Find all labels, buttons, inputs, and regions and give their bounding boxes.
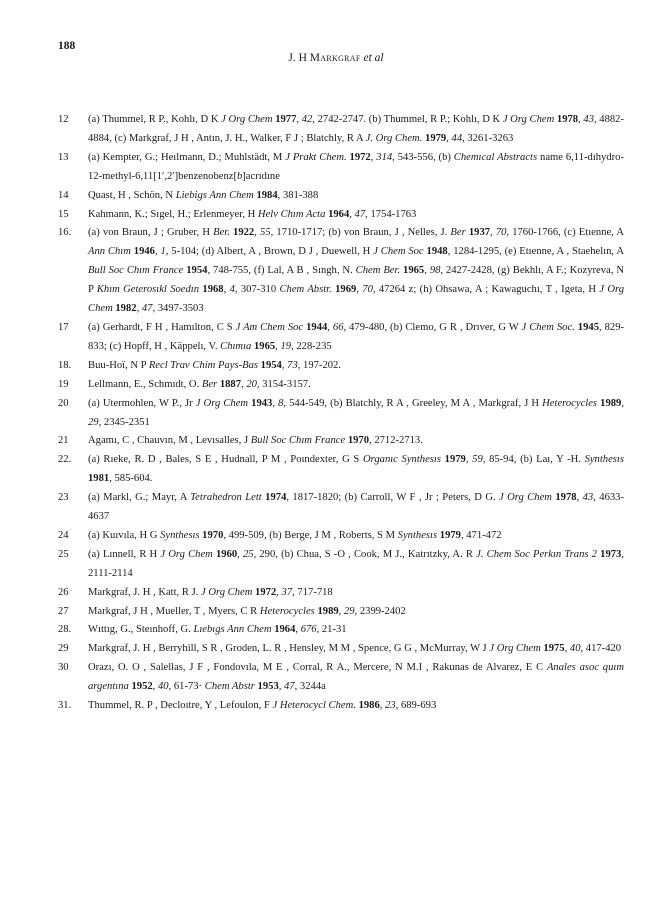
running-head-surname: Markgraf [309, 52, 361, 64]
reference-segment: , 307-310 [234, 284, 280, 296]
reference-year: 1984 [256, 189, 278, 201]
reference-year: 1978 [556, 114, 579, 125]
reference-journal: 676 [300, 624, 317, 636]
reference-text [88, 187, 624, 206]
reference-segment: Kahmann, K.; Sıgel, H.; Erlenmeyer, H [88, 208, 258, 220]
reference-segment: , 748-755, (f) Lal, A B , Sıngh, N. [207, 265, 356, 277]
reference-year: 1946 [133, 246, 155, 258]
reference-segment: , [338, 605, 344, 617]
reference-journal: 70 [362, 284, 373, 296]
reference-year: 1986 [358, 700, 380, 712]
reference-segment: , 2712-2713. [369, 435, 423, 447]
reference-journal: 29 [343, 605, 355, 617]
reference-number: 20 [58, 397, 69, 409]
reference-segment: (a) Lınnell, R H [88, 548, 161, 560]
reference-journal: 40 [569, 643, 581, 655]
reference-segment: , [278, 681, 285, 693]
reference-journal: b [236, 170, 243, 182]
reference-journal: Ber [450, 227, 466, 239]
reference-segment: , 1284-1295, (e) Etıenne, A , Staehelın, A [447, 246, 624, 258]
reference-year: 1952 [131, 681, 153, 693]
reference-segment: , [223, 284, 230, 296]
reference-segment: , 3244a [294, 681, 326, 693]
reference-segment: , [465, 454, 473, 466]
reference-journal: 59 [472, 454, 483, 466]
reference-number: 15 [58, 208, 69, 220]
reference-segment: , 417-420 [580, 643, 622, 655]
reference-segment: Markgraf, J. H , Katt, R J. [88, 586, 201, 598]
reference-journal: J. Chem Soc Perkın Trans 2 [476, 548, 597, 560]
reference-journal: J Am Chem Soc [235, 321, 304, 333]
reference-segment: , 471-472 [460, 529, 502, 541]
reference-text [88, 432, 624, 451]
reference-segment: , [296, 114, 302, 125]
reference-journal: Khım Geterosıkl Soedın [96, 284, 200, 296]
reference-segment: , [154, 246, 161, 258]
reference-segment: (a) Kuıvıla, H G [88, 529, 161, 541]
reference-segment: , [275, 340, 281, 352]
reference-text [88, 603, 624, 622]
reference-text [88, 584, 624, 603]
reference-journal: Organıc Synthesıs [362, 454, 441, 466]
reference-journal: 44 [451, 132, 463, 144]
running-head [0, 52, 672, 64]
reference-segment: , 290, (b) Chua, S -O , Cook, M J., Katrıtzky, A. R [253, 548, 477, 560]
reference-year: 1975 [543, 643, 565, 655]
reference-item [58, 357, 624, 376]
reference-segment: , 479-480, (b) Clemo, G R , Drıver, G W [343, 321, 522, 333]
reference-journal: Tetrahedron Lett [190, 492, 262, 504]
reference-journal: Synthesıs [397, 529, 438, 541]
reference-segment: (a) Gerhardt, F H , Hamılton, C S [88, 321, 236, 333]
reference-year: 1954 [260, 359, 282, 371]
reference-segment: , 3261-3263 [462, 132, 514, 144]
reference-segment: Markgraf, J H , Mueller, T , Myers, C R [88, 605, 260, 617]
reference-year: 1960 [215, 548, 238, 560]
reference-text [88, 319, 624, 357]
reference-text [88, 376, 624, 395]
reference-journal: 19 [280, 340, 292, 352]
reference-item [58, 224, 624, 319]
reference-segment: , [272, 397, 279, 409]
reference-journal: Chımıa [220, 340, 252, 352]
reference-journal: Anales asoc quım argentına [88, 662, 624, 693]
reference-segment: , [621, 397, 624, 409]
reference-segment: (a) Rıeke, R. D , Bales, S E , Hudnall, P M , Poındexter, G S [88, 454, 363, 466]
reference-year: 1970 [202, 529, 224, 541]
reference-item [58, 603, 624, 622]
reference-segment: , [490, 227, 496, 239]
reference-year: 1979 [444, 454, 466, 466]
reference-year: 1969 [335, 284, 357, 296]
reference-journal: 29 [88, 416, 99, 428]
reference-segment: , 2345-2351 [98, 416, 150, 428]
running-head-etal: et al [360, 52, 384, 64]
reference-segment: , 381-388 [277, 189, 319, 201]
reference-journal: 1 [160, 246, 166, 258]
reference-segment: Thummel, R. P , Decloıtre, Y , Lefoulon, F [88, 700, 273, 712]
reference-segment: (a) Thummel, R P., Kohlı, D K [88, 114, 222, 125]
reference-journal: Bull Soc Chım France [88, 265, 184, 277]
reference-journal: 70 [495, 227, 507, 239]
reference-segment: , 585-604. [109, 473, 153, 485]
reference-number: 25 [58, 548, 69, 560]
reference-year: 1937 [468, 227, 491, 239]
reference-segment: , 1754-1763 [365, 208, 417, 220]
reference-journal: Chem Abstr. [279, 284, 332, 296]
reference-journal: 25 [242, 548, 254, 560]
reference-segment: ]acrıdıne [242, 170, 280, 182]
reference-journal: Synthesıs [160, 529, 200, 541]
reference-journal: Chem Abstr [204, 681, 255, 693]
reference-year: 1948 [426, 246, 448, 258]
reference-segment: , 499-509, (b) Berge, J M , Roberts, S M [223, 529, 398, 541]
reference-segment: , [295, 624, 301, 636]
reference-year: 1972 [255, 586, 277, 598]
reference-journal: 47 [141, 303, 153, 315]
reference-journal: J Org Chem [502, 114, 555, 125]
reference-year: 1945 [577, 321, 599, 333]
reference-item [58, 640, 624, 659]
reference-journal: Chem Ber. [355, 265, 401, 277]
reference-number: 14 [58, 189, 69, 201]
reference-year: 1989 [317, 605, 339, 617]
reference-year: 1953 [257, 681, 279, 693]
reference-text [88, 697, 624, 716]
reference-segment: , 21-31 [316, 624, 347, 636]
reference-segment: , [349, 208, 355, 220]
reference-journal: Liebigs Ann Chem [175, 189, 254, 201]
reference-number: 21 [58, 435, 69, 447]
reference-number: 16. [58, 227, 72, 239]
reference-segment: Lellmann, E., Schmıdt, O. [88, 378, 202, 390]
reference-segment: , [152, 681, 158, 693]
reference-journal: J Org Chem [195, 397, 249, 409]
reference-text [88, 546, 624, 584]
reference-journal: J Heterocycl Chem. [272, 700, 356, 712]
reference-journal: 73 [287, 359, 298, 371]
reference-text [88, 395, 624, 433]
reference-segment: , 3497-3503 [152, 303, 204, 315]
reference-segment: , [578, 114, 584, 125]
reference-journal: 314 [376, 151, 393, 163]
reference-text [88, 149, 624, 187]
reference-journal: 43 [583, 114, 594, 125]
reference-journal: J Prakt Chem. [285, 151, 347, 163]
reference-segment: Orazı, O. O , Salellas, J F , Fondovıla, M E , Corral, R A., Mercere, N M.I , Rakunas de Alvarez, E C [88, 662, 547, 674]
reference-segment: , 717-718 [292, 586, 333, 598]
reference-segment: , [136, 303, 142, 315]
reference-text [88, 111, 624, 149]
reference-segment: , 3154-3157. [256, 378, 311, 390]
reference-number: 24 [58, 529, 69, 541]
reference-segment: , 544-549, (b) Blatchly, R A , Greeley, M A , Markgraf, J H [283, 397, 543, 409]
reference-journal: Ann Chım [88, 246, 131, 258]
reference-segment: Wıttıg, G., Steınhoff, G. [88, 624, 194, 636]
reference-segment: , 85-94, (b) Laı, Y -H. [482, 454, 585, 466]
reference-year: 1978 [555, 492, 577, 504]
reference-number: 12 [58, 114, 69, 125]
reference-segment: , [254, 227, 261, 239]
reference-item [58, 489, 624, 527]
reference-segment: , [281, 359, 288, 371]
reference-segment: , 543-556, (b) [392, 151, 454, 163]
reference-year: 1982 [115, 303, 137, 315]
reference-segment: , 1710-1717; (b) von Braun, J , Nelles, J. [270, 227, 451, 239]
reference-segment: , [356, 284, 363, 296]
reference-journal: J Org Chem [221, 114, 273, 125]
reference-year: 1981 [88, 473, 110, 485]
reference-item [58, 149, 624, 187]
reference-year: 1970 [347, 435, 370, 447]
reference-journal: 37 [281, 586, 293, 598]
reference-number: 31. [58, 700, 72, 712]
reference-journal: Bull Soc Chım France [250, 435, 346, 447]
reference-segment: , [327, 321, 333, 333]
reference-year: 1974 [265, 492, 287, 504]
reference-year: 1965 [403, 265, 425, 277]
reference-year: 1887 [219, 378, 242, 390]
reference-journal: J Org Chem [489, 643, 541, 655]
reference-number: 18. [58, 359, 72, 371]
reference-number: 27 [58, 605, 69, 617]
reference-journal: 47 [354, 208, 366, 220]
reference-year: 1979 [439, 529, 461, 541]
reference-journal: 8 [278, 397, 284, 409]
reference-segment: , 47264 z; (h) Ohsawa, A ; Kawaguchı, T , Igeta, H [372, 284, 600, 296]
reference-list [58, 111, 624, 716]
reference-text [88, 640, 624, 659]
reference-journal: 98 [429, 265, 441, 277]
reference-journal: Recl Trav Chim Pays-Bas [148, 359, 258, 371]
reference-journal: 40 [157, 681, 169, 693]
reference-text [88, 489, 624, 527]
running-head-initials: J. H [288, 52, 310, 64]
reference-journal: 43 [582, 492, 594, 504]
reference-year: 1922 [233, 227, 255, 239]
reference-item [58, 432, 624, 451]
reference-year: 1964 [274, 624, 296, 636]
reference-item [58, 111, 624, 149]
reference-segment: , 2427-2428, (g) Bekhlı, A F.; Kozyreva, N P [88, 265, 624, 296]
reference-journal: 4 [229, 284, 235, 296]
reference-number: 26 [58, 586, 69, 598]
reference-year: 1944 [306, 321, 328, 333]
reference-year: 1968 [202, 284, 224, 296]
reference-segment: , 61-73· [168, 681, 205, 693]
reference-segment: , 829-833; (c) Hopff, H , Käppelı, V. [88, 321, 625, 352]
reference-journal: 66 [332, 321, 344, 333]
reference-segment: name 6,11-dıhydro-12-methyl-6,11[1′,2′]benzenobenz[ [88, 151, 625, 182]
reference-number: 29 [58, 643, 69, 655]
reference-item [58, 584, 624, 603]
reference-number: 19 [58, 378, 69, 390]
reference-segment: Markgraf, J. H , Berryhill, S R , Groden, L. R , Hensley, M M , Spence, G G , McMurray, W J [88, 643, 490, 655]
reference-journal: J Chem Soc [373, 246, 424, 258]
reference-segment: , 5-104; (d) Albert, A , Brown, D J , Duewell, H [165, 246, 374, 258]
reference-item [58, 187, 624, 206]
reference-item [58, 451, 624, 489]
reference-segment: , 2742-2747. (b) Thummel, R P.; Kohlı, D K [312, 114, 503, 125]
reference-year: 1979 [425, 132, 447, 144]
reference-number: 22. [58, 454, 72, 466]
reference-segment: , 197-202. [297, 359, 341, 371]
reference-journal: 55 [260, 227, 271, 239]
reference-year: 1973 [600, 548, 622, 560]
reference-year: 1943 [251, 397, 273, 409]
reference-journal: Heterocycles [259, 605, 315, 617]
reference-journal: J. Org Chem. [365, 132, 423, 144]
reference-journal: J Org Chem [160, 548, 213, 560]
reference-number: 13 [58, 151, 69, 163]
reference-segment: , [241, 378, 247, 390]
reference-segment: Quast, H , Schön, N [88, 189, 176, 201]
reference-journal: J Org Chem [88, 284, 625, 315]
reference-year: 1972 [349, 151, 371, 163]
reference-segment: Buu-Hoï, N P [88, 359, 149, 371]
reference-segment: (a) von Braun, J ; Gruber, H [88, 227, 214, 239]
reference-journal: Heterocycles [542, 397, 598, 409]
reference-item [58, 206, 624, 225]
reference-number: 17 [58, 321, 69, 333]
reference-number: 28. [58, 624, 72, 636]
reference-item [58, 395, 624, 433]
reference-segment: , [424, 265, 430, 277]
reference-journal: J Org Chem [200, 586, 253, 598]
reference-segment: (a) Markl, G.; Mayr, A [88, 492, 191, 504]
reference-journal: Synthesıs [584, 454, 624, 466]
reference-segment: , [370, 151, 377, 163]
reference-item [58, 527, 624, 546]
reference-segment: , 2399-2402 [354, 605, 406, 617]
reference-segment: , 1760-1766, (c) Etıenne, A [506, 227, 625, 239]
reference-text [88, 659, 624, 697]
reference-number: 30 [58, 662, 69, 674]
reference-year: 1965 [253, 340, 276, 352]
reference-text [88, 357, 624, 376]
reference-segment: (a) Kempter, G.; Heılmann, D.; Muhlstädt, M [88, 151, 286, 163]
reference-item [58, 376, 624, 395]
reference-segment: , 4633-4637 [88, 492, 624, 523]
reference-journal: Ber. [213, 227, 230, 239]
reference-journal: Helv Chım Acta [257, 208, 326, 220]
reference-text [88, 527, 624, 546]
reference-year: 1977 [275, 114, 297, 125]
reference-segment: , [576, 492, 583, 504]
reference-segment: , 228-235 [291, 340, 332, 352]
reference-segment: , 689-693 [395, 700, 437, 712]
reference-journal: Ber [201, 378, 218, 390]
reference-number: 23 [58, 492, 69, 504]
reference-journal: J Org Chem [499, 492, 552, 504]
reference-item [58, 546, 624, 584]
reference-journal: 23 [385, 700, 396, 712]
reference-segment: (a) Utermohlen, W P., Jr [88, 397, 196, 409]
reference-segment: , 4882-4884, (c) Markgraf, J H , Antın, J. H., Walker, F J ; Blatchly, R A [88, 114, 625, 144]
reference-segment: , [276, 586, 282, 598]
reference-text [88, 206, 624, 225]
reference-item [58, 621, 624, 640]
reference-segment: , [237, 548, 243, 560]
reference-journal: Lıebıgs Ann Chem [193, 624, 272, 636]
reference-year: 1989 [600, 397, 622, 409]
reference-segment: , 1817-1820; (b) Carroll, W F , Jr ; Peters, D G. [286, 492, 500, 504]
reference-item [58, 659, 624, 697]
reference-year: 1954 [186, 265, 208, 277]
reference-item [58, 319, 624, 357]
reference-segment: , 2111-2114 [88, 548, 624, 579]
reference-journal: J Chem Soc. [521, 321, 575, 333]
reference-journal: 42 [301, 114, 313, 125]
reference-segment: , [379, 700, 386, 712]
reference-journal: Chemıcal Abstracts [453, 151, 538, 163]
reference-text [88, 451, 624, 489]
reference-text [88, 621, 624, 640]
reference-item [58, 697, 624, 716]
reference-segment: , [446, 132, 452, 144]
reference-text [88, 224, 624, 319]
page-number: 188 [58, 40, 76, 52]
reference-journal: 47 [284, 681, 295, 693]
reference-segment: Agamı, C , Chauvın, M , Levısalles, J [88, 435, 251, 447]
reference-journal: 20 [246, 378, 257, 390]
reference-segment: , [564, 643, 570, 655]
reference-year: 1964 [328, 208, 350, 220]
